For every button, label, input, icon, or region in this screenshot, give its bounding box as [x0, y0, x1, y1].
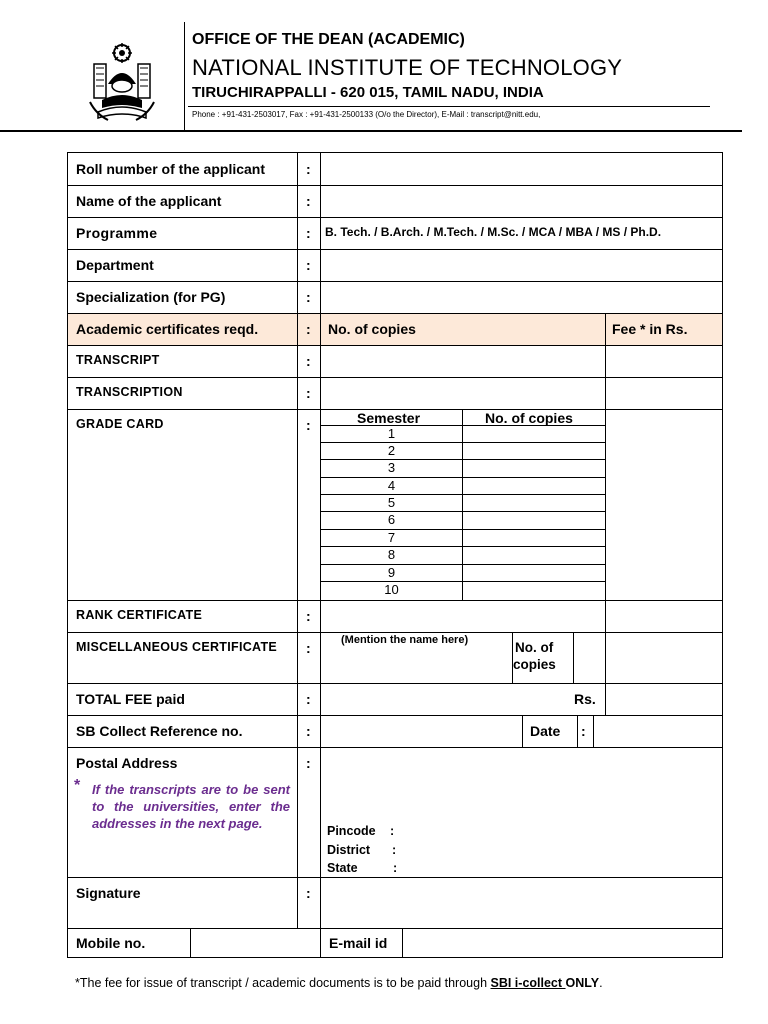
- colon: :: [306, 225, 311, 241]
- semester-number: 3: [387, 460, 396, 475]
- colon: :: [306, 417, 311, 433]
- institute-name: NATIONAL INSTITUTE OF TECHNOLOGY: [192, 55, 623, 80]
- certs-required-label: Academic certificates reqd.: [76, 321, 259, 337]
- total-fee-field[interactable]: [606, 684, 722, 715]
- misc-name-field[interactable]: [321, 649, 511, 682]
- semester-number: 1: [387, 426, 396, 441]
- misc-copies-label-2: copies: [513, 657, 556, 672]
- programme-options[interactable]: B. Tech. / B.Arch. / M.Tech. / M.Sc. / MCA / MBA / MS / Ph.D.: [325, 225, 662, 239]
- colon: :: [306, 161, 311, 177]
- institute-address: TIRUCHIRAPPALLI - 620 015, TAMIL NADU, INDIA: [192, 84, 544, 101]
- contact-line: Phone : +91-431-2503017, Fax : +91-431-2500133 (O/o the Director), E-Mail : transcript@nitt.edu,: [192, 110, 541, 119]
- rank-copies-field[interactable]: [321, 601, 605, 632]
- date-label: Date: [530, 723, 561, 739]
- semester-number: 2: [387, 443, 396, 458]
- postal-address-label: Postal Address: [76, 755, 178, 771]
- colon: :: [393, 861, 398, 875]
- pincode-label: Pincode: [327, 824, 376, 838]
- header-divider: [184, 22, 185, 130]
- specialization-label: Specialization (for PG): [76, 289, 226, 305]
- semester-number: 7: [387, 530, 396, 545]
- colon: :: [392, 843, 397, 857]
- fee-header: Fee * in Rs.: [612, 321, 688, 337]
- email-label: E-mail id: [329, 935, 388, 951]
- colon: :: [306, 385, 311, 401]
- semester-copies-field[interactable]: [463, 443, 604, 459]
- colon: :: [306, 755, 311, 771]
- application-form: [67, 152, 723, 958]
- transcription-copies-field[interactable]: [321, 378, 605, 409]
- header-bottom-rule: [0, 130, 742, 132]
- misc-fee-field[interactable]: [606, 633, 722, 683]
- fee-footnote: [75, 976, 603, 990]
- semester-number: 10: [384, 582, 399, 597]
- state-label: State: [327, 861, 358, 875]
- postal-note: If the transcripts are to be sent to the universities, enter the addresses in the next page.: [92, 782, 290, 831]
- colon: :: [306, 257, 311, 273]
- header-rule: [188, 106, 710, 107]
- postal-address-field[interactable]: [321, 748, 721, 818]
- misc-copies-field[interactable]: [574, 633, 605, 683]
- rs-label: Rs.: [574, 691, 596, 707]
- specialization-field[interactable]: [321, 282, 721, 313]
- district-label: District: [327, 843, 371, 857]
- transcript-copies-field[interactable]: [321, 346, 605, 377]
- semester-copies-field[interactable]: [463, 426, 604, 442]
- semester-copies-field[interactable]: [463, 495, 604, 511]
- roll-number-label: Roll number of the applicant: [76, 161, 266, 177]
- semester-copies-field[interactable]: [463, 565, 604, 581]
- signature-label: Signature: [76, 885, 141, 901]
- footnote-period: .: [599, 976, 603, 990]
- sb-collect-label: SB Collect Reference no.: [76, 723, 243, 739]
- sb-reference-field[interactable]: [321, 716, 521, 747]
- colon: :: [390, 824, 395, 838]
- footnote-only: ONLY: [565, 976, 600, 990]
- note-asterisk: *: [74, 777, 81, 794]
- semester-copies-field[interactable]: [463, 582, 604, 598]
- semester-number: 4: [387, 478, 396, 493]
- nit-trichy-emblem-icon: [88, 42, 156, 129]
- department-field[interactable]: [321, 250, 721, 281]
- sbi-icollect-link[interactable]: SBI i-collect: [490, 976, 566, 990]
- misc-certificate-label: MISCELLANEOUS CERTIFICATE: [76, 640, 278, 654]
- colon: :: [581, 723, 586, 739]
- signature-field[interactable]: [321, 878, 721, 928]
- email-field[interactable]: [403, 929, 722, 957]
- colon: :: [306, 608, 311, 624]
- semester-number: 5: [387, 495, 396, 510]
- misc-name-hint: (Mention the name here): [341, 634, 469, 646]
- semester-number: 9: [387, 565, 396, 580]
- office-title: OFFICE OF THE DEAN (ACADEMIC): [192, 31, 465, 48]
- colon: :: [306, 640, 311, 656]
- colon: :: [306, 353, 311, 369]
- rank-certificate-label: RANK CERTIFICATE: [76, 608, 203, 622]
- colon: :: [306, 691, 311, 707]
- applicant-name-field[interactable]: [321, 186, 721, 217]
- transcript-label: TRANSCRIPT: [76, 353, 160, 367]
- semester-number: 8: [387, 547, 396, 562]
- semester-copies-field[interactable]: [463, 547, 604, 563]
- semester-copies-field[interactable]: [463, 460, 604, 476]
- transcription-label: TRANSCRIPTION: [76, 385, 183, 399]
- applicant-name-label: Name of the applicant: [76, 193, 222, 209]
- semester-header: Semester: [357, 410, 421, 426]
- rank-fee-field[interactable]: [606, 601, 722, 632]
- footnote-text: *The fee for issue of transcript / academic documents is to be paid through: [75, 976, 491, 990]
- semester-copies-field[interactable]: [463, 478, 604, 494]
- colon: :: [306, 289, 311, 305]
- misc-copies-label-1: No. of: [515, 640, 554, 655]
- transcription-fee-field[interactable]: [606, 378, 722, 409]
- grade-card-fee-field[interactable]: [606, 410, 722, 600]
- copies-header: No. of copies: [328, 321, 416, 337]
- semester-copies-field[interactable]: [463, 530, 604, 546]
- date-field[interactable]: [594, 716, 722, 747]
- department-label: Department: [76, 257, 154, 273]
- programme-label: Programme: [76, 225, 158, 241]
- mobile-field[interactable]: [191, 929, 319, 957]
- semester-copies-header: No. of copies: [485, 410, 573, 426]
- mobile-label: Mobile no.: [76, 935, 146, 951]
- semester-number: 6: [387, 512, 396, 527]
- total-fee-label: TOTAL FEE paid: [76, 691, 185, 707]
- colon: :: [306, 723, 311, 739]
- roll-number-field[interactable]: [321, 154, 721, 185]
- colon: :: [306, 885, 311, 901]
- semester-copies-field[interactable]: [463, 512, 604, 528]
- colon: :: [306, 321, 311, 337]
- transcript-fee-field[interactable]: [606, 346, 722, 377]
- grade-card-label: GRADE CARD: [76, 417, 164, 431]
- colon: :: [306, 193, 311, 209]
